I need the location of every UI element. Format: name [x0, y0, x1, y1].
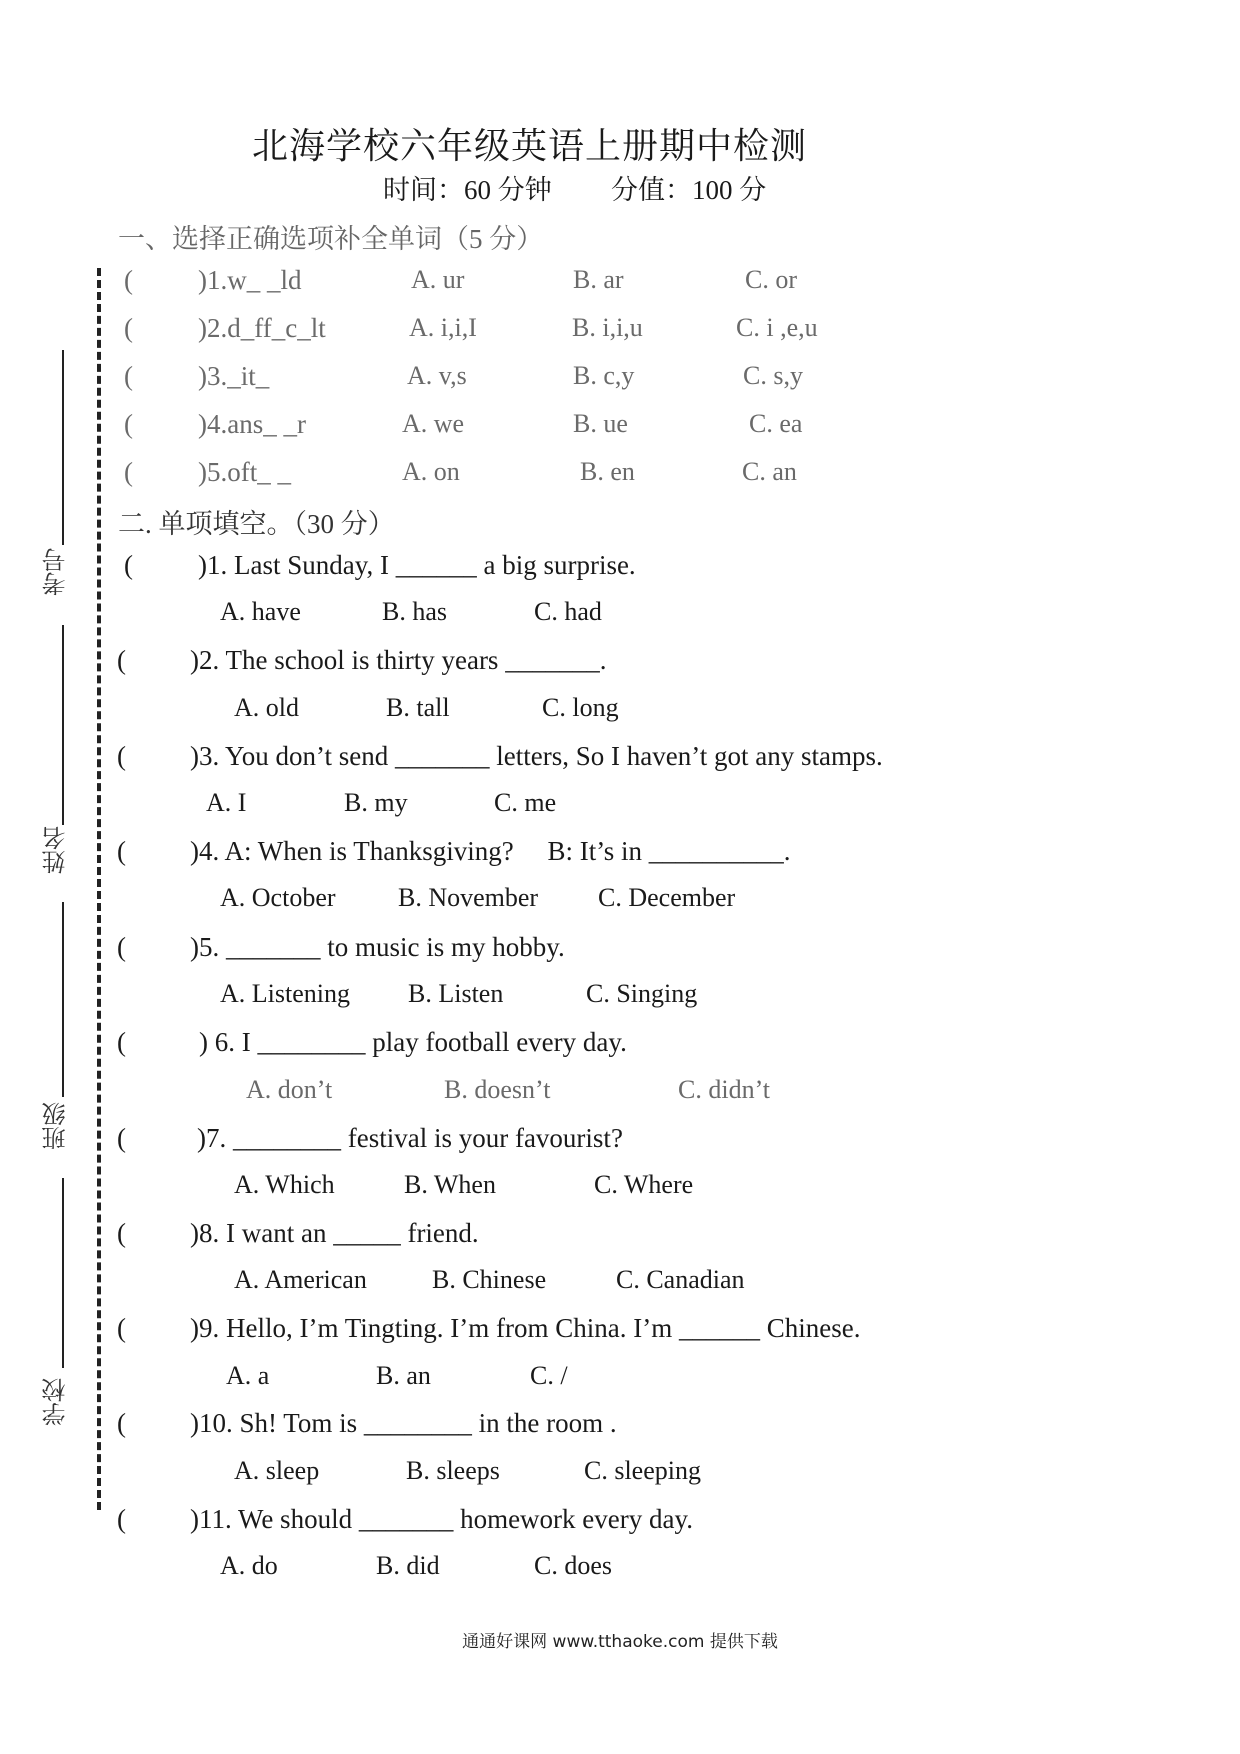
- answer-paren[interactable]: (: [117, 741, 126, 771]
- option-b: B. When: [404, 1170, 496, 1199]
- answer-paren[interactable]: (: [124, 457, 133, 487]
- section2-heading: 二. 单项填空。（30 分）: [118, 509, 395, 539]
- option-c: C. or: [745, 265, 797, 294]
- option-b: B. ue: [573, 409, 628, 438]
- option-a: A. v,s: [407, 361, 467, 390]
- option-b: B. i,i,u: [572, 313, 643, 342]
- option-b: B. Listen: [408, 979, 504, 1008]
- option-c: C. i ,e,u: [736, 313, 818, 342]
- exam-number-line[interactable]: [62, 350, 64, 545]
- option-c: C. Singing: [586, 979, 698, 1008]
- question-text: )3._it_: [198, 361, 270, 391]
- question-text: )10. Sh! Tom is ________ in the room .: [190, 1408, 617, 1438]
- answer-paren[interactable]: (: [117, 1027, 126, 1057]
- question-text: )8. I want an _____ friend.: [190, 1218, 479, 1248]
- name-line[interactable]: [62, 625, 64, 825]
- binding-dashed-line: [97, 268, 101, 1510]
- option-a: A. don’t: [246, 1075, 333, 1104]
- option-b: B. ar: [573, 265, 624, 294]
- option-c: C. me: [494, 788, 557, 817]
- label-exam-number: 考号: [42, 548, 70, 596]
- option-a: A. Which: [234, 1170, 335, 1199]
- option-b: B. did: [376, 1551, 440, 1580]
- question-text: )4. A: When is Thanksgiving? B: It’s in __________.: [190, 836, 791, 866]
- option-a: A. on: [402, 457, 460, 486]
- exam-title: 北海学校六年级英语上册期中检测: [252, 126, 808, 166]
- option-c: C. December: [598, 883, 736, 912]
- exam-score: 分值：100 分: [611, 175, 767, 205]
- answer-paren[interactable]: (: [124, 313, 133, 343]
- option-a: A. i,i,I: [409, 313, 477, 342]
- question-text: )3. You don’t send _______ letters, So I haven’t got any stamps.: [190, 741, 883, 771]
- option-a: A. have: [220, 597, 301, 626]
- option-c: C. long: [542, 693, 619, 722]
- question-text: )2. The school is thirty years _______.: [190, 645, 607, 675]
- answer-paren[interactable]: (: [117, 1408, 126, 1438]
- option-a: A. we: [402, 409, 465, 438]
- answer-paren[interactable]: (: [117, 932, 126, 962]
- answer-paren[interactable]: (: [117, 645, 126, 675]
- option-a: A. Listening: [220, 979, 350, 1008]
- answer-paren[interactable]: (: [117, 1123, 126, 1153]
- question-text: )4.ans_ _r: [198, 409, 306, 439]
- answer-paren[interactable]: (: [117, 1218, 126, 1248]
- option-b: B. c,y: [573, 361, 635, 390]
- option-c: C. sleeping: [584, 1456, 701, 1485]
- option-a: A. a: [226, 1361, 270, 1390]
- option-c: C. an: [742, 457, 797, 486]
- section1-heading: 一、选择正确选项补全单词（5 分）: [118, 224, 544, 254]
- option-c: C. Where: [594, 1170, 694, 1199]
- option-a: A. I: [206, 788, 247, 817]
- option-c: C. s,y: [743, 361, 803, 390]
- class-line[interactable]: [62, 902, 64, 1097]
- question-text: )9. Hello, I’m Tingting. I’m from China. I’m ______ Chinese.: [190, 1313, 861, 1343]
- option-c: C. ea: [749, 409, 803, 438]
- label-class: 班级: [42, 1102, 70, 1150]
- answer-paren[interactable]: (: [124, 409, 133, 439]
- option-b: B. sleeps: [406, 1456, 500, 1485]
- question-text: )1.w_ _ld: [198, 265, 302, 295]
- option-a: A. American: [234, 1265, 367, 1294]
- option-b: B. November: [398, 883, 539, 912]
- option-a: A. October: [220, 883, 336, 912]
- option-c: C. Canadian: [616, 1265, 745, 1294]
- option-a: A. do: [220, 1551, 278, 1580]
- option-b: B. doesn’t: [444, 1075, 551, 1104]
- answer-paren[interactable]: (: [117, 1504, 126, 1534]
- answer-paren[interactable]: (: [117, 1313, 126, 1343]
- option-b: B. en: [580, 457, 635, 486]
- label-school: 学校: [42, 1378, 70, 1426]
- exam-time: 时间：60 分钟: [383, 175, 552, 205]
- option-b: B. Chinese: [432, 1265, 547, 1294]
- option-c: C. had: [534, 597, 602, 626]
- option-b: B. tall: [386, 693, 450, 722]
- answer-paren[interactable]: (: [117, 836, 126, 866]
- answer-paren[interactable]: (: [124, 265, 133, 295]
- footer-source: 通通好课网 www.tthaoke.com 提供下载: [462, 1632, 778, 1652]
- option-c: C. does: [534, 1551, 612, 1580]
- option-a: A. old: [234, 693, 299, 722]
- question-text: )7. ________ festival is your favourist?: [197, 1123, 623, 1153]
- option-b: B. has: [382, 597, 447, 626]
- question-text: )5.oft_ _: [198, 457, 291, 487]
- option-b: B. my: [344, 788, 408, 817]
- question-text: ) 6. I ________ play football every day.: [199, 1027, 627, 1057]
- option-c: C. didn’t: [678, 1075, 770, 1104]
- school-line[interactable]: [62, 1178, 64, 1368]
- option-a: A. sleep: [234, 1456, 320, 1485]
- question-text: )2.d_ff_c_lt: [198, 313, 326, 343]
- question-text: )5. _______ to music is my hobby.: [190, 932, 565, 962]
- label-name: 姓名: [42, 826, 70, 874]
- option-b: B. an: [376, 1361, 431, 1390]
- option-c: C. /: [530, 1361, 568, 1390]
- option-a: A. ur: [411, 265, 465, 294]
- question-text: )11. We should _______ homework every day.: [190, 1504, 693, 1534]
- answer-paren[interactable]: (: [124, 550, 133, 580]
- question-text: )1. Last Sunday, I ______ a big surprise.: [198, 550, 636, 580]
- answer-paren[interactable]: (: [124, 361, 133, 391]
